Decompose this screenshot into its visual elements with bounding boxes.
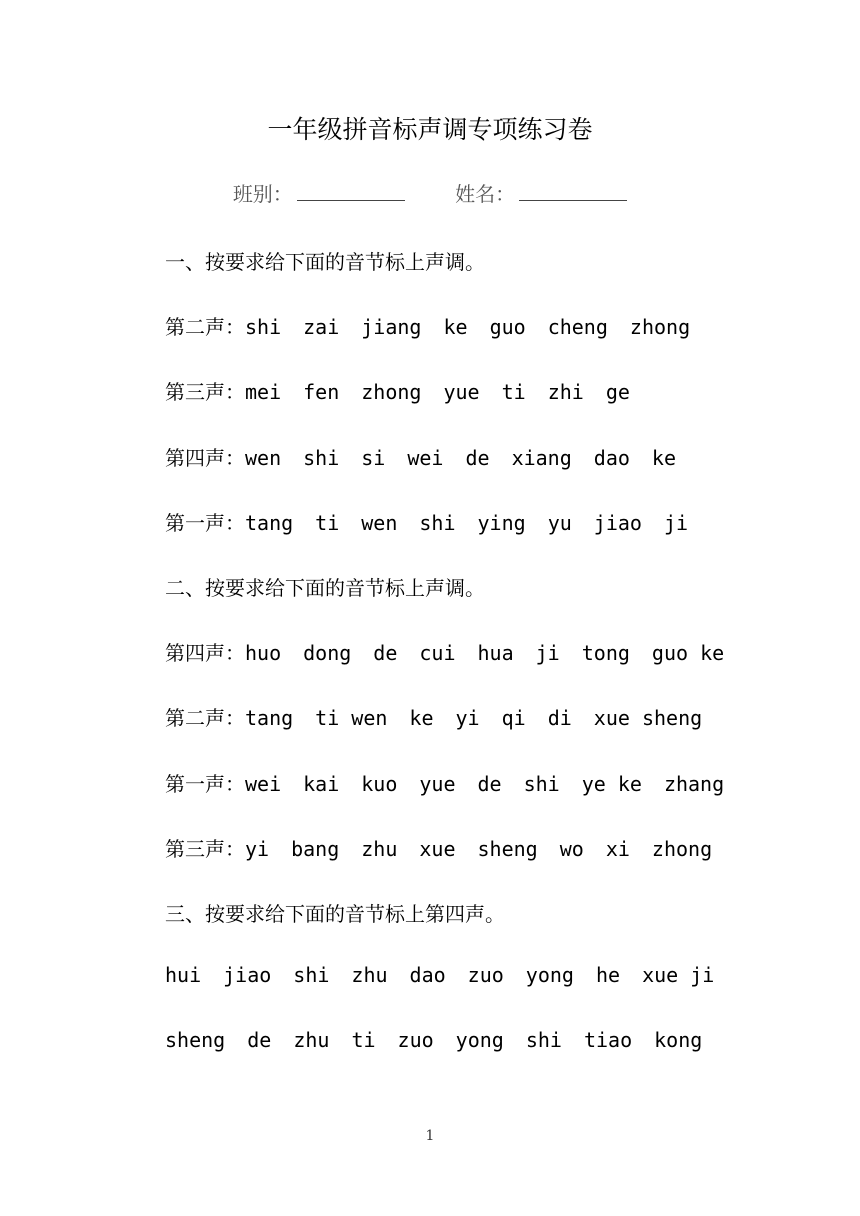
pinyin-syllable: di (547, 706, 572, 731)
pinyin-syllable: ge (605, 380, 630, 405)
pinyin-syllable: shi (303, 445, 340, 470)
pinyin-syllable: ying (477, 510, 526, 535)
pinyin-syllable: zhong (629, 315, 691, 340)
pinyin-syllable: ti (501, 380, 526, 405)
section-heading: 二、按要求给下面的音节标上声调。 (165, 576, 485, 600)
pinyin-syllable: zuo (397, 1028, 434, 1053)
pinyin-syllable: kuo (361, 771, 398, 796)
pinyin-syllable: wo (559, 836, 584, 861)
pinyin-syllable: dao (593, 445, 630, 470)
pinyin-syllable: yue (443, 380, 480, 405)
pinyin-syllable: ji (535, 641, 560, 666)
tone-label: 第一声： (165, 771, 245, 796)
pinyin-syllable: wei (407, 445, 444, 470)
exercise-row (165, 963, 736, 987)
tone-label: 第三声： (165, 380, 245, 405)
exercise-row (165, 442, 698, 471)
exercise-row (165, 507, 710, 536)
exercise-row (165, 311, 712, 340)
pinyin-syllable: he (595, 963, 621, 988)
pinyin-syllable: ke (443, 315, 468, 340)
pinyin-syllable: zhang (663, 771, 725, 796)
pinyin-syllable: wei (245, 771, 282, 796)
pinyin-syllable: hui (165, 963, 202, 988)
pinyin-syllable: guo (489, 315, 526, 340)
pinyin-syllable: jiang (361, 315, 422, 340)
pinyin-syllable: cheng (547, 315, 608, 340)
pinyin-syllable: shi (523, 771, 560, 796)
pinyin-syllable: ti wen (315, 706, 388, 731)
name-blank[interactable] (519, 199, 627, 201)
pinyin-syllable: shi (525, 1028, 562, 1053)
pinyin-syllable: dong (303, 641, 352, 666)
pinyin-syllable: ti (315, 510, 340, 535)
tone-label: 第一声： (165, 510, 245, 535)
pinyin-syllable: xue sheng (593, 706, 703, 731)
tone-label: 第四声： (165, 641, 245, 666)
tone-label: 第四声： (165, 445, 245, 470)
pinyin-syllable: xiang (511, 445, 572, 470)
student-info (0, 178, 860, 207)
tone-label: 第二声： (165, 315, 245, 340)
pinyin-syllable: tang (245, 706, 294, 731)
pinyin-syllable: mei (245, 380, 282, 405)
pinyin-syllable: de (477, 771, 502, 796)
pinyin-syllable: yong (525, 963, 574, 988)
pinyin-syllable: ke (651, 445, 676, 470)
pinyin-syllable: xue ji (642, 963, 715, 988)
pinyin-syllable: shi (419, 510, 456, 535)
pinyin-syllable: tiao (583, 1028, 633, 1053)
pinyin-syllable: tong (581, 641, 630, 666)
pinyin-syllable: wen (361, 510, 398, 535)
pinyin-syllable: yu (547, 510, 572, 535)
pinyin-syllable: de (465, 445, 490, 470)
pinyin-syllable: yi (245, 836, 270, 861)
tone-label: 第二声： (165, 706, 245, 731)
pinyin-syllable: de (373, 641, 398, 666)
class-label: 班别： (232, 182, 293, 206)
pinyin-syllable: de (247, 1028, 272, 1053)
pinyin-syllable: sheng (477, 836, 538, 861)
page-title: 一年级拼音标声调专项练习卷 (267, 115, 593, 144)
pinyin-syllable: tang (245, 510, 294, 535)
exercise-row (165, 702, 724, 731)
pinyin-syllable: xue (419, 836, 456, 861)
pinyin-syllable: wen (245, 445, 282, 470)
pinyin-syllable: kong (654, 1028, 703, 1053)
pinyin-syllable: jiao (593, 510, 642, 535)
page-number: 1 (425, 1128, 435, 1144)
pinyin-syllable: guo ke (651, 641, 725, 666)
pinyin-syllable: zai (303, 315, 340, 340)
pinyin-syllable: zuo (467, 963, 504, 988)
pinyin-syllable: bang (291, 836, 340, 861)
name-field[interactable] (455, 178, 627, 207)
pinyin-syllable: fen (303, 380, 340, 405)
pinyin-syllable: yue (419, 771, 456, 796)
exercise-row (165, 833, 734, 862)
pinyin-syllable: sheng (165, 1028, 226, 1053)
pinyin-syllable: ti (351, 1028, 376, 1053)
section-heading: 三、按要求给下面的音节标上第四声。 (165, 902, 505, 926)
pinyin-syllable: shi (293, 963, 330, 988)
pinyin-syllable: zhi (547, 380, 584, 405)
pinyin-syllable: ji (663, 510, 689, 535)
pinyin-syllable: qi (501, 706, 526, 731)
pinyin-syllable: yong (455, 1028, 504, 1053)
pinyin-syllable: kai (303, 771, 340, 796)
exercise-row (165, 637, 746, 666)
exercise-row (165, 1028, 724, 1052)
pinyin-syllable: jiao (223, 963, 272, 988)
pinyin-syllable: dao (409, 963, 446, 988)
exercise-row (165, 376, 652, 405)
pinyin-syllable: zhu (361, 836, 398, 861)
pinyin-syllable: hua (477, 641, 514, 666)
pinyin-syllable: cui (419, 641, 456, 666)
pinyin-syllable: xi (605, 836, 630, 861)
pinyin-syllable: ke (409, 706, 434, 731)
tone-label: 第三声： (165, 836, 245, 861)
class-blank[interactable] (297, 199, 405, 201)
pinyin-syllable: zhong (361, 380, 422, 405)
name-label: 姓名： (455, 182, 516, 206)
pinyin-syllable: shi (245, 315, 282, 340)
class-field[interactable] (233, 178, 405, 207)
pinyin-syllable: yi (455, 706, 480, 731)
exercise-row (165, 768, 746, 797)
pinyin-syllable: zhu (351, 963, 388, 988)
pinyin-syllable: zhu (293, 1028, 330, 1053)
section-heading: 一、按要求给下面的音节标上声调。 (165, 250, 485, 274)
pinyin-syllable: si (361, 445, 386, 470)
pinyin-syllable: huo (245, 641, 282, 666)
pinyin-syllable: ye ke (581, 771, 642, 796)
pinyin-syllable: zhong (651, 836, 713, 861)
